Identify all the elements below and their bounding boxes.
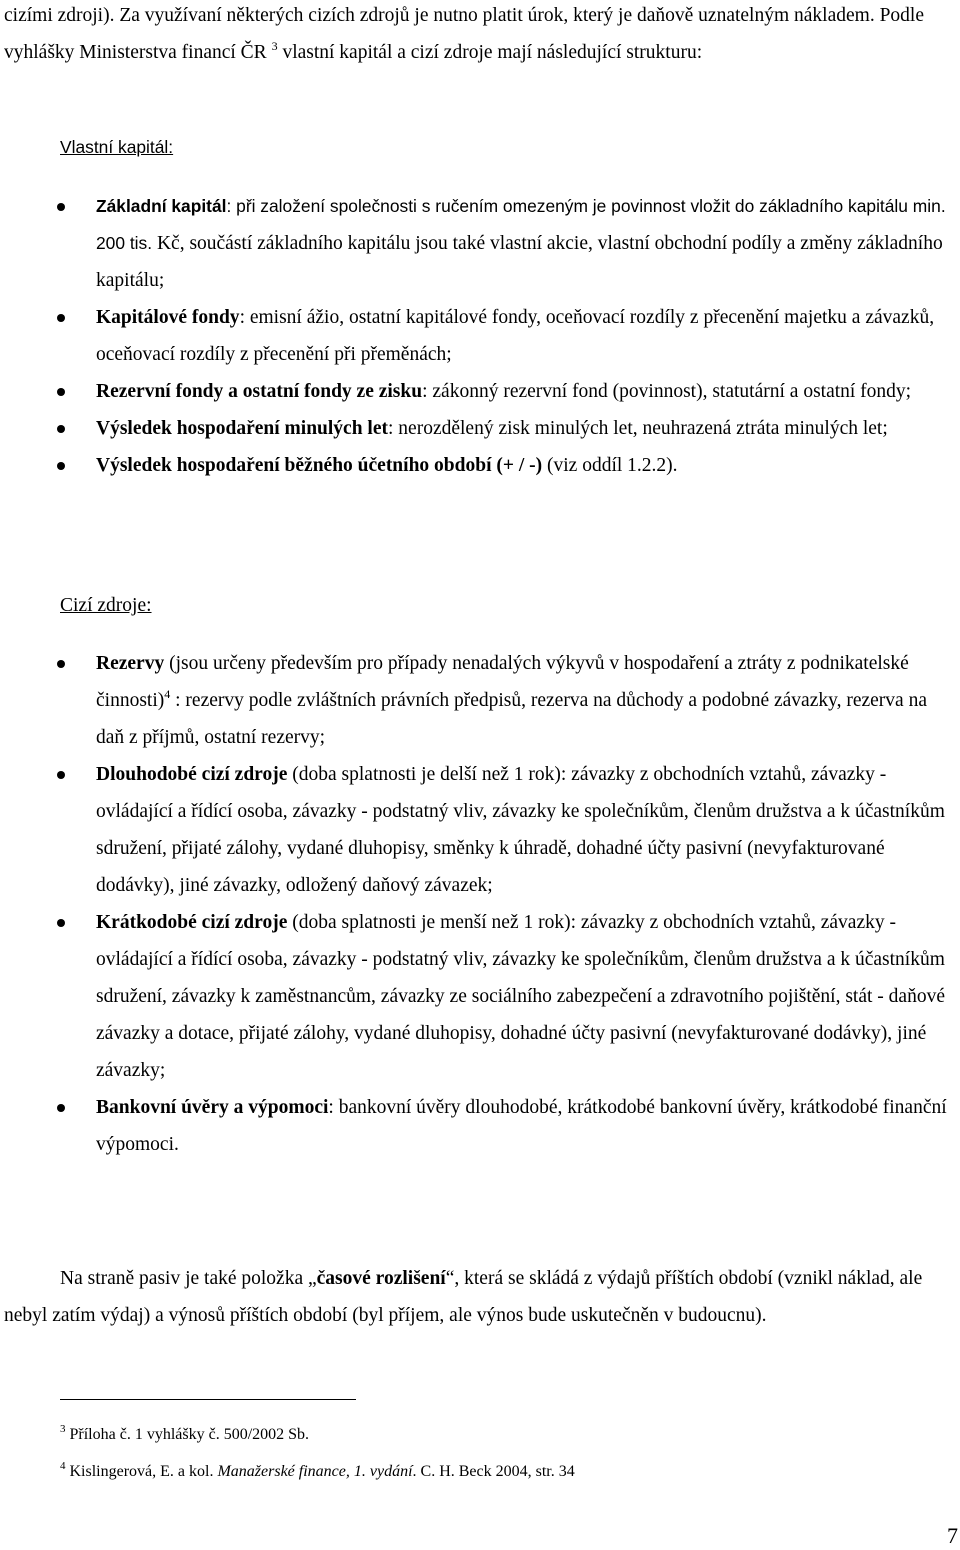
item-text: (jsou určeny především pro případy nenadalých výkyvů v hospodaření a ztráty z podnikatelské činnosti) (96, 653, 909, 711)
item-text: (doba splatnosti je delší než 1 rok): závazky z obchodních vztahů, závazky - ovládající a řídící osoba, závazky - podstatný vliv, závazky ke společníkům, členům družstva a k účastníkům sdružení, přijaté zálohy, vydané dluhopisy, směnky k úhradě, dohadné účty pasivní (nevyfakturované dodávky), jiné závazky, odložený daňový závazek; (96, 764, 945, 896)
bullet-icon (57, 1104, 65, 1112)
item-term: Dlouhodobé cizí zdroje (96, 764, 288, 785)
item-text: : nerozdělený zisk minulých let, neuhrazená ztráta minulých let; (388, 418, 888, 439)
list-item (0, 756, 960, 904)
bullet-icon (57, 388, 65, 396)
item-term: Základní kapitál (96, 196, 227, 216)
item-term: Rezervy (96, 653, 165, 674)
footnote-text: Kislingerová, E. a kol. (65, 1463, 218, 1480)
item-text-cont: Kč, součástí základního kapitálu jsou také vlastní akcie, vlastní obchodní podíly a změny základního kapitálu; (96, 233, 943, 291)
heading-vlastni-kapital: Vlastní kapitál: (60, 137, 174, 157)
bullet-icon (57, 660, 65, 668)
list-item (0, 188, 960, 299)
item-term: Rezervní fondy a ostatní fondy ze zisku (96, 381, 423, 402)
footnote-ref-3[interactable]: 3 (271, 39, 278, 53)
item-text: : emisní ážio, ostatní kapitálové fondy, oceňovací rozdíly z přecenění majetku a závazků, oceňovací rozdíly z přecenění při přeměnách; (96, 307, 935, 365)
intro-text-2: vlastní kapitál a cizí zdroje mají následující strukturu: (277, 42, 703, 63)
para-term: časové rozlišení (316, 1268, 446, 1289)
bullet-icon (57, 314, 65, 322)
item-term: Kapitálové fondy (96, 307, 240, 328)
footnote-3 (60, 1425, 309, 1445)
footnote-title: Manažerské finance, 1. vydání (217, 1463, 413, 1480)
item-text: (doba splatnosti je menší než 1 rok): závazky z obchodních vztahů, závazky - ovládající a řídící osoba, závazky - podstatný vliv, závazky ke společníkům, členům družstva a k účastníkům sdružení, závazky k zaměstnancům, závazky ze sociálního zabezpečení a zdravotního pojištění, stát - daňové závazky a dotace, přijaté zálohy, vydané dluhopisy, dohadné účty pasivní (nevyfakturované dodávky), jiné závazky; (96, 912, 945, 1081)
item-term: Výsledek hospodaření minulých let (96, 418, 388, 439)
para-text-2: “, která se skládá z výdajů příštích období (vznikl náklad, ale nebyl zatím výdaj) a výnosů příštích období (byl příjem, ale výnos bude uskutečněn v budoucnu). (4, 1268, 923, 1326)
vlastni-kapital-list (0, 188, 960, 484)
item-text: : při založení společnosti s ručením omezeným je povinnost vložit do základního kapitálu min. 200 tis. (96, 196, 946, 253)
item-text-cont: : rezervy podle zvláštních právních předpisů, rezerva na důchody a podobné závazky, rezerva na daň z příjmů, ostatní rezervy; (96, 690, 927, 748)
intro-text-1: cizími zdroji). Za využívaní některých cizích zdrojů je nutno platit úrok, který je daňově uznatelným nákladem. Podle vyhlášky Ministerstva financí ČR (4, 5, 924, 63)
list-item (0, 904, 960, 1089)
bullet-icon (57, 203, 65, 211)
footnote-text-cont: . C. H. Beck 2004, str. 34 (412, 1463, 575, 1480)
item-text: : zákonný rezervní fond (povinnost), statutární a ostatní fondy; (422, 381, 912, 402)
list-item (0, 645, 960, 756)
page-number: 7 (947, 1523, 958, 1548)
intro-paragraph (4, 0, 954, 71)
list-item (0, 447, 960, 484)
cizi-zdroje-list (0, 645, 960, 1163)
footnote-text: Příloha č. 1 vyhlášky č. 500/2002 Sb. (65, 1426, 310, 1443)
footnote-number: 4 (60, 1460, 66, 1472)
casove-rozliseni-paragraph (4, 1260, 954, 1334)
bullet-icon (57, 771, 65, 779)
footnote-number: 3 (60, 1423, 66, 1435)
item-text: : bankovní úvěry dlouhodobé, krátkodobé bankovní úvěry, krátkodobé finanční výpomoci. (96, 1097, 947, 1155)
heading-cizi-zdroje: Cizí zdroje: (60, 595, 152, 616)
list-item (0, 299, 960, 373)
footnote-divider (60, 1399, 356, 1400)
list-item (0, 1089, 960, 1163)
bullet-icon (57, 919, 65, 927)
item-text: (viz oddíl 1.2.2). (542, 455, 678, 476)
bullet-icon (57, 425, 65, 433)
list-item (0, 410, 960, 447)
item-term: Krátkodobé cizí zdroje (96, 912, 288, 933)
bullet-icon (57, 462, 65, 470)
para-text-1: Na straně pasiv je také položka „ (60, 1268, 317, 1289)
item-term: Výsledek hospodaření běžného účetního období (+ / -) (96, 455, 543, 476)
item-term: Bankovní úvěry a výpomoci (96, 1097, 329, 1118)
footnote-4 (60, 1462, 575, 1482)
footnote-ref-4[interactable]: 4 (164, 687, 171, 701)
list-item (0, 373, 960, 410)
